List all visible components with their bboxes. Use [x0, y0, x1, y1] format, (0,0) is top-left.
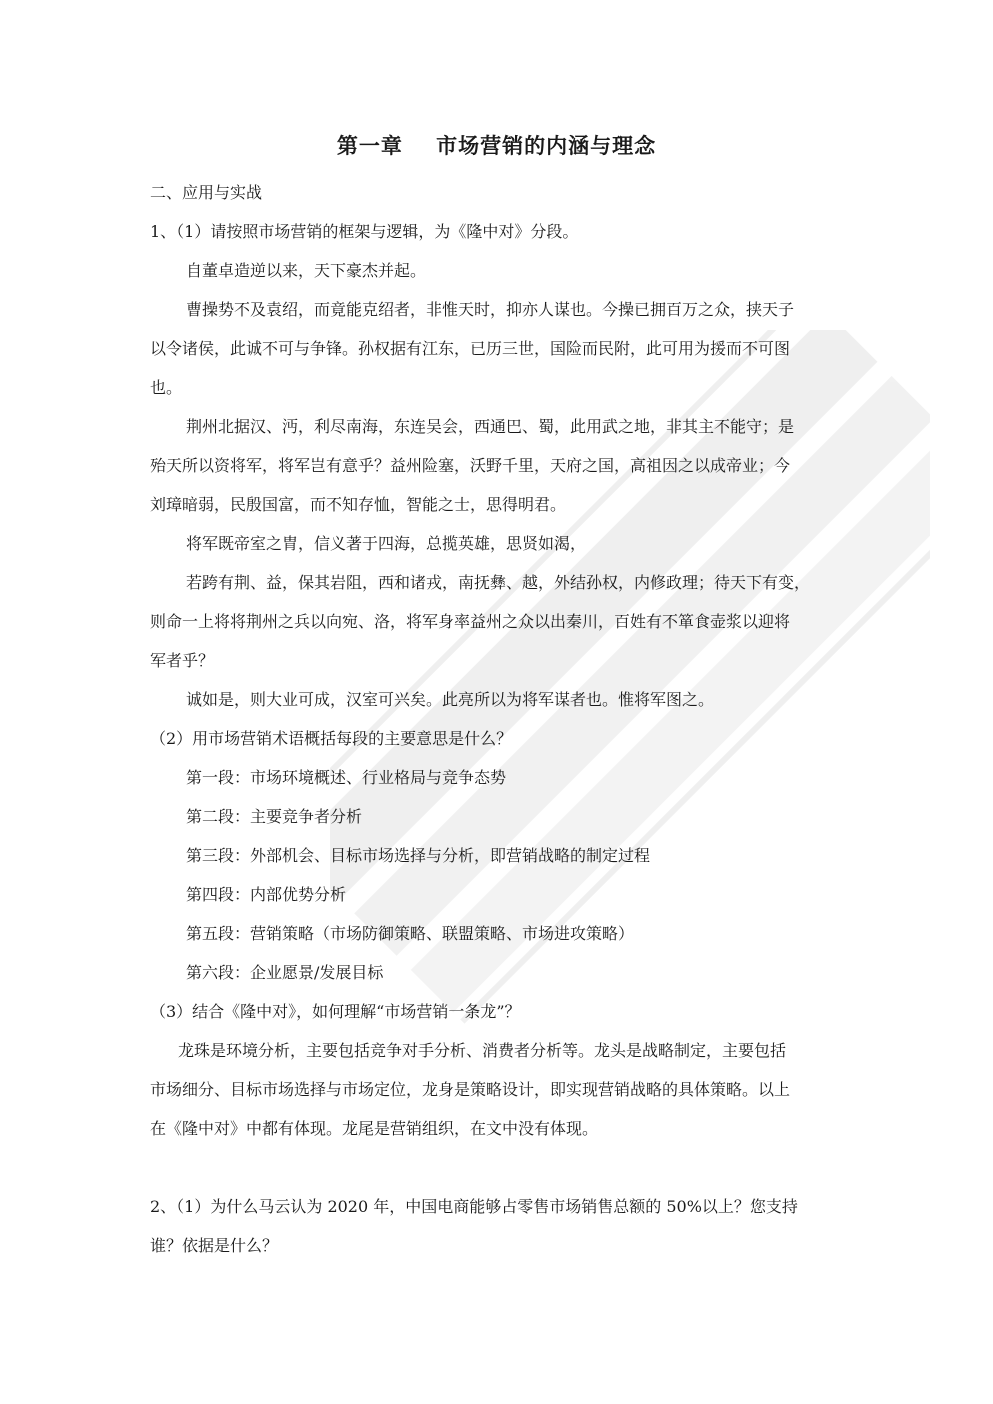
q1-3-answer-line-1: 龙珠是环境分析，主要包括竞争对手分析、消费者分析等。龙头是战略制定，主要包括 [178, 1041, 787, 1060]
text-paragraph-5-line-1: 若跨有荆、益，保其岩阻，西和诸戎，南抚彝、越，外结孙权，内修政理；待天下有变， [186, 573, 811, 592]
chapter-title: 第一章 市场营销的内涵与理念 [336, 134, 657, 158]
answer-item: 第六段：企业愿景/发展目标 [186, 963, 384, 982]
question-1-1: 1、（1）请按照市场营销的框架与逻辑，为《隆中对》分段。 [150, 222, 579, 241]
answer-item: 第四段：内部优势分析 [186, 885, 347, 904]
text-paragraph-4: 将军既帝室之胄，信义著于四海，总揽英雄，思贤如渴， [186, 534, 587, 553]
text-paragraph-3-line-3: 刘璋暗弱，民殷国富，而不知存恤，智能之士，思得明君。 [150, 495, 567, 514]
text-paragraph-3-line-2: 殆天所以资将军，将军岂有意乎？益州险塞，沃野千里，天府之国，高祖因之以成帝业；今 [150, 456, 791, 475]
q1-3-answer-line-3: 在《隆中对》中都有体现。龙尾是营销组织，在文中没有体现。 [150, 1119, 599, 1138]
answer-item: 第一段：市场环境概述、行业格局与竞争态势 [186, 768, 507, 787]
answer-item: 第五段：营销策略（市场防御策略、联盟策略、市场进攻策略） [186, 924, 635, 943]
q1-3-answer-line-2: 市场细分、目标市场选择与市场定位，龙身是策略设计，即实现营销战略的具体策略。以上 [150, 1080, 791, 1099]
text-paragraph-5-line-3: 军者乎？ [150, 651, 215, 670]
text-paragraph-2-line-2: 以令诸侯，此诚不可与争锋。孙权据有江东，已历三世，国险而民附，此可用为援而不可图 [150, 339, 791, 358]
answer-item: 第三段：外部机会、目标市场选择与分析，即营销战略的制定过程 [186, 846, 651, 865]
text-paragraph-6: 诚如是，则大业可成，汉室可兴矣。此亮所以为将军谋者也。惟将军图之。 [186, 690, 715, 709]
question-2-1-line-1: 2、（1）为什么马云认为 2020 年，中国电商能够占零售市场销售总额的 50%以上？您支持 [150, 1197, 798, 1216]
section-heading: 二、应用与实战 [150, 183, 263, 202]
text-paragraph-2-line-3: 也。 [150, 378, 183, 397]
question-1-3: （3）结合《隆中对》，如何理解“市场营销一条龙”？ [150, 1002, 521, 1021]
text-paragraph-2-line-1: 曹操势不及袁绍，而竟能克绍者，非惟天时，抑亦人谋也。今操已拥百万之众，挟天子 [186, 300, 795, 319]
text-paragraph-5-line-2: 则命一上将将荆州之兵以向宛、洛，将军身率益州之众以出秦川，百姓有不箪食壶浆以迎将 [150, 612, 791, 631]
question-1-2: （2）用市场营销术语概括每段的主要意思是什么？ [150, 729, 513, 748]
question-2-1-line-2: 谁？依据是什么？ [150, 1236, 279, 1255]
answer-item: 第二段：主要竞争者分析 [186, 807, 363, 826]
text-paragraph-1: 自董卓造逆以来，天下豪杰并起。 [186, 261, 427, 280]
text-paragraph-3-line-1: 荆州北据汉、沔，利尽南海，东连吴会，西通巴、蜀，此用武之地，非其主不能守；是 [186, 417, 795, 436]
